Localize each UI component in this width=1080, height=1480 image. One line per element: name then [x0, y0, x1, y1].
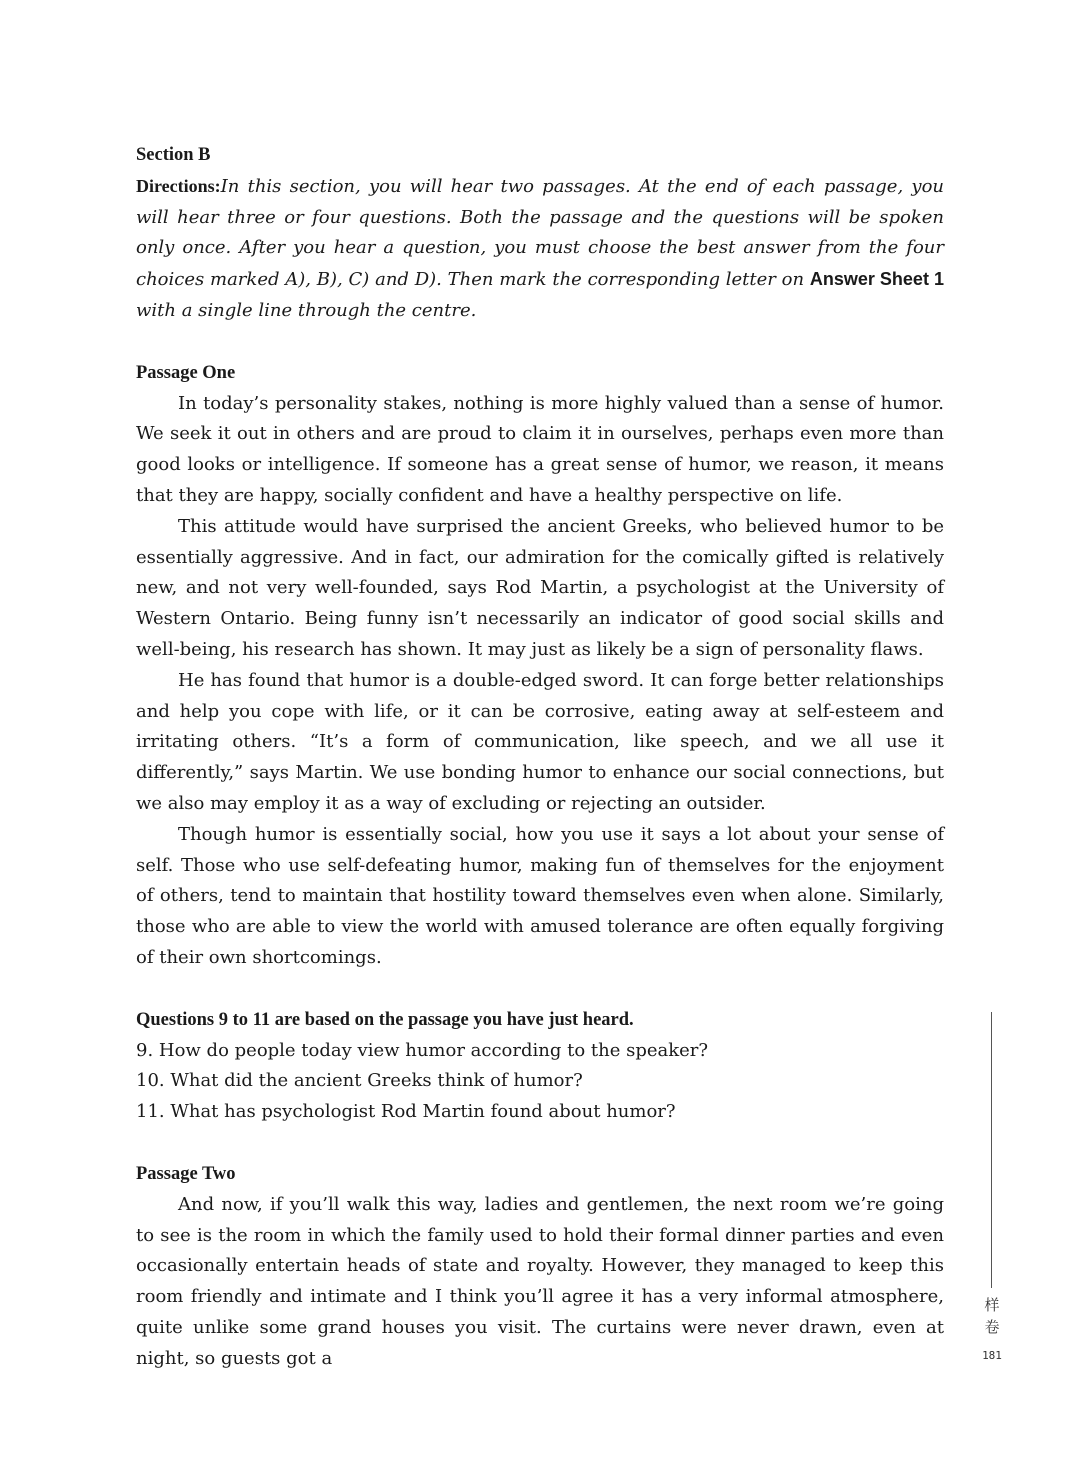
passage-two-paragraph: And now, if you’ll walk this way, ladies and gentlemen, the next room we’re going to see is the room in which the family used to hold their formal dinner parties and even occasionally entertain heads of state and royalty. However, they managed to keep this room friendly and intimate and I think you’ll agree it has a very informal atmosphere, quite unlike some grand houses you visit. The curtains were never drawn, even at night, so guests got a [136, 1193, 944, 1369]
passage-one-title: Passage One [136, 362, 236, 383]
spacer [136, 1128, 944, 1159]
answer-sheet-reference: Answer Sheet 1 [809, 269, 944, 290]
passage-two-title: Passage Two [136, 1163, 236, 1184]
passage-one-paragraph: In today’s personality stakes, nothing is more highly valued than a sense of humor. We seek it out in others and are proud to claim it in ourselves, perhaps even more than good looks or intelligence. If someone has a great sense of humor, we reason, it means that they are happy, socially confident and have a healthy perspective on life. [136, 392, 944, 506]
question-9: 9. How do people today view humor according to the speaker? [136, 1039, 709, 1061]
passage-one-paragraph: He has found that humor is a double-edged sword. It can forge better relationships and help you cope with life, or it can be corrosive, eating away at self-esteem and irritating others. “It’s a form of communication, like speech, and we all use it differently,” says Martin. We use bonding humor to enhance our social connections, but we also may employ it as a way of excluding or rejecting an outsider. [136, 669, 944, 814]
side-label [982, 1294, 1002, 1338]
section-title: Section B [136, 145, 211, 165]
side-label-char: 样 [984, 1296, 1000, 1314]
passage-one-paragraph: Though humor is essentially social, how you use it says a lot about your sense of self. Those who use self-defeating humor, making fun of themselves for the enjoyment of others, tend to maintain that hostility toward themselves even when alone. Similarly, those who are able to view the world with amused tolerance are often equally forgiving of their own shortcomings. [136, 823, 944, 968]
spacer [136, 974, 944, 1005]
page-number: 181 [982, 1349, 1002, 1362]
passage-one-paragraph: This attitude would have surprised the ancient Greeks, who believed humor to be essentially aggressive. And in fact, our admiration for the comically gifted is relatively new, and not very well-founded, says Rod Martin, a psychologist at the University of Western Ontario. Being funny isn’t necessarily an indicator of good social skills and well-being, his research has shown. It may just as likely be a sign of personality flaws. [136, 515, 944, 660]
directions-label: Directions: [136, 175, 221, 196]
question-11: 11. What has psychologist Rod Martin found about humor? [136, 1101, 676, 1123]
page-content [136, 140, 944, 1374]
side-margin-rule [991, 1012, 992, 1288]
directions-paragraph [136, 171, 944, 327]
question-10: 10. What did the ancient Greeks think of humor? [136, 1070, 583, 1092]
spacer [136, 327, 944, 358]
questions-heading: Questions 9 to 11 are based on the passage you have just heard. [136, 1009, 634, 1030]
directions-text: In this section, you will hear two passages. At the end of each passage, you will hear three or four questions. Both the passage and the questions will be spoken only once. After you hear a question, you must choose the best answer from the four choices marked A), B), C) and D). Then mark the corresponding letter on [136, 175, 944, 291]
directions-end: with a single line through the centre. [136, 299, 477, 321]
side-label-char: 卷 [984, 1318, 1000, 1336]
